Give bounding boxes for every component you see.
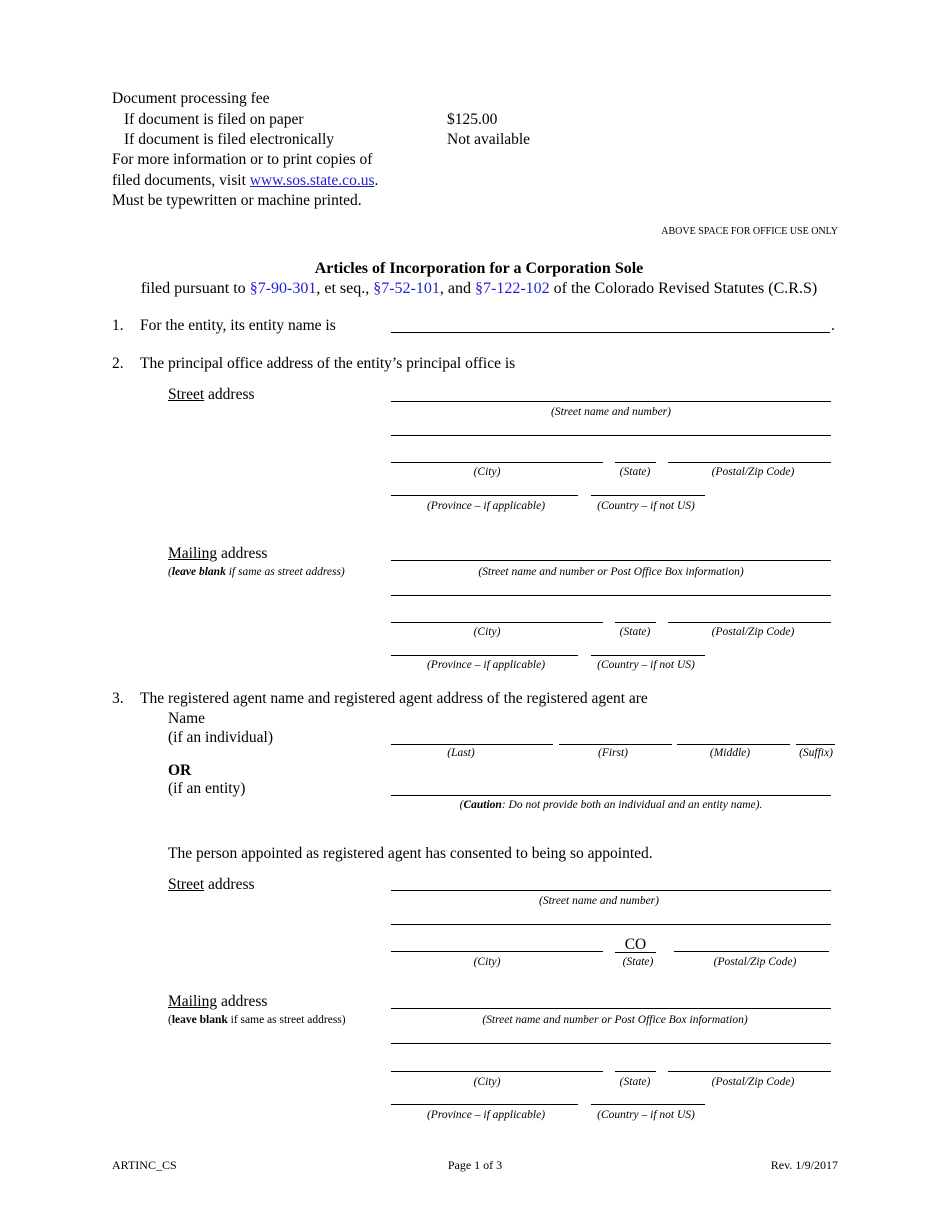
statute-link-7-122-102[interactable]: §7-122-102 (474, 280, 550, 297)
caption-zip: (Postal/Zip Code) (713, 956, 797, 968)
principal-street-label-underlined: Street (168, 386, 205, 403)
agent-name-label: Name (168, 710, 206, 727)
caption-state: (State) (619, 466, 651, 478)
caption-state: (State) (619, 626, 651, 638)
statute-link-7-52-101[interactable]: §7-52-101 (373, 280, 440, 297)
fee-paper-value: $125.00 (447, 111, 498, 128)
agent-city-input[interactable] (391, 935, 603, 952)
q1-label: For the entity, its entity name is (140, 317, 336, 334)
q1-period: . (831, 317, 835, 334)
caution-bold: Caution (463, 799, 502, 811)
info-line-2-prefix: filed documents, visit (112, 172, 250, 189)
agent-mailing-label-rest: address (217, 993, 268, 1010)
agent-mailing-province-input[interactable] (391, 1088, 578, 1105)
caption-last: (Last) (447, 747, 475, 759)
q3-label: The registered agent name and registered agent address of the registered agent are (140, 690, 648, 707)
agent-mailing-state-input[interactable] (615, 1055, 656, 1072)
page-number: Page 1 of 3 (447, 1158, 503, 1172)
principal-mailing-note-bold: leave blank (171, 566, 226, 578)
or-label: OR (168, 762, 192, 779)
caution-note (391, 798, 831, 812)
principal-mailing-label (168, 545, 267, 563)
fee-electronic-label: If document is filed electronically (124, 131, 335, 148)
agent-suffix-input[interactable] (796, 728, 835, 745)
caption-street-po: (Street name and number or Post Office Box information) (478, 566, 744, 578)
agent-mailing-label (168, 993, 267, 1011)
agent-street-line2-input[interactable] (391, 908, 831, 925)
agent-individual-label: (if an individual) (168, 729, 274, 746)
q1-number: 1. (112, 317, 124, 334)
q2-label: The principal office address of the entity’s principal office is (140, 355, 516, 372)
agent-entity-name-input[interactable] (391, 779, 831, 796)
agent-mailing-line2-input[interactable] (391, 1027, 831, 1044)
agent-street-input[interactable] (391, 874, 831, 891)
agent-mailing-zip-input[interactable] (668, 1055, 831, 1072)
agent-mailing-note-open: ( (168, 1014, 172, 1026)
info-line-2-suffix: . (374, 172, 379, 189)
caption-province: (Province – if applicable) (426, 659, 546, 671)
principal-street-label (168, 386, 255, 404)
caption-country: (Country – if not US) (597, 659, 695, 671)
agent-street-label-underlined: Street (168, 876, 205, 893)
sos-website-link[interactable]: www.sos.state.co.us (249, 172, 375, 189)
principal-province-input[interactable] (391, 479, 578, 496)
caution-rest: : Do not provide both an individual and an entity name). (501, 799, 763, 811)
entity-name-input[interactable] (391, 316, 830, 333)
caption-state: (State) (619, 1076, 651, 1088)
principal-mailing-line2-input[interactable] (391, 579, 831, 596)
caption-country: (Country – if not US) (597, 1109, 695, 1121)
principal-country-input[interactable] (591, 479, 705, 496)
caption-zip: (Postal/Zip Code) (711, 466, 795, 478)
principal-street-line2-input[interactable] (391, 419, 831, 436)
subtitle-mid-2: , and (439, 280, 475, 297)
q2-number: 2. (112, 355, 124, 372)
principal-zip-input[interactable] (668, 446, 831, 463)
caption-street: (Street name and number) (539, 895, 659, 907)
form-id: ARTINC_CS (112, 1158, 177, 1172)
fee-heading: Document processing fee (112, 90, 270, 107)
caption-province: (Province – if applicable) (426, 500, 546, 512)
principal-mailing-zip-input[interactable] (668, 606, 831, 623)
subtitle-prefix: filed pursuant to (140, 280, 250, 297)
fee-paper-label: If document is filed on paper (124, 111, 304, 128)
subtitle-mid-1: , et seq., (316, 280, 374, 297)
agent-street-label (168, 876, 255, 894)
subtitle-suffix: of the Colorado Revised Statutes (C.R.S) (549, 280, 818, 297)
consent-statement: The person appointed as registered agent has consented to being so appointed. (168, 845, 653, 862)
caution-open: ( (459, 799, 464, 811)
principal-street-input[interactable] (391, 385, 831, 402)
caption-city: (City) (473, 1076, 501, 1088)
revision-date: Rev. 1/9/2017 (770, 1158, 838, 1172)
caption-zip: (Postal/Zip Code) (711, 1076, 795, 1088)
caption-suffix: (Suffix) (799, 747, 833, 759)
caption-city: (City) (473, 956, 501, 968)
office-use-label: ABOVE SPACE FOR OFFICE USE ONLY (661, 226, 838, 237)
caption-country: (Country – if not US) (597, 500, 695, 512)
agent-mailing-city-input[interactable] (391, 1055, 603, 1072)
principal-mailing-label-underlined: Mailing (168, 545, 218, 562)
q3-number: 3. (112, 690, 124, 707)
principal-mailing-note-rest: if same as street address) (225, 566, 345, 578)
caption-street-po: (Street name and number or Post Office Box information) (482, 1014, 748, 1026)
agent-street-label-rest: address (204, 876, 255, 893)
principal-mailing-note-open: ( (168, 566, 172, 578)
caption-state: (State) (622, 956, 654, 968)
agent-mailing-note-rest: if same as street address) (227, 1014, 346, 1026)
caption-street: (Street name and number) (551, 406, 671, 418)
agent-zip-input[interactable] (674, 935, 829, 952)
caption-city: (City) (473, 626, 501, 638)
principal-mailing-province-input[interactable] (391, 639, 578, 656)
principal-mailing-label-rest: address (217, 545, 268, 562)
caption-city: (City) (473, 466, 501, 478)
agent-mailing-note-bold: leave blank (171, 1014, 228, 1026)
agent-first-name-input[interactable] (559, 728, 672, 745)
agent-entity-label: (if an entity) (168, 780, 246, 797)
agent-state-value[interactable]: CO (615, 937, 656, 953)
agent-middle-name-input[interactable] (677, 728, 790, 745)
agent-last-name-input[interactable] (391, 728, 553, 745)
statute-link-7-90-301[interactable]: §7-90-301 (249, 280, 317, 297)
principal-mailing-city-input[interactable] (391, 606, 603, 623)
fee-electronic-value: Not available (447, 131, 531, 148)
info-line-1: For more information or to print copies of (112, 151, 373, 168)
principal-mailing-note (168, 565, 345, 579)
caption-province: (Province – if applicable) (426, 1109, 546, 1121)
agent-mailing-country-input[interactable] (591, 1088, 705, 1105)
principal-street-label-rest: address (204, 386, 255, 403)
principal-city-input[interactable] (391, 446, 603, 463)
agent-mailing-street-input[interactable] (391, 992, 831, 1009)
page-title: Articles of Incorporation for a Corporation Sole (314, 260, 644, 277)
principal-mailing-street-input[interactable] (391, 544, 831, 561)
typewritten-note: Must be typewritten or machine printed. (112, 192, 362, 209)
agent-mailing-label-underlined: Mailing (168, 993, 218, 1010)
principal-mailing-country-input[interactable] (591, 639, 705, 656)
principal-mailing-state-input[interactable] (615, 606, 656, 623)
caption-middle: (Middle) (709, 747, 751, 759)
agent-mailing-note (168, 1013, 346, 1027)
page-subtitle (0, 280, 950, 298)
principal-state-input[interactable] (615, 446, 656, 463)
caption-zip: (Postal/Zip Code) (711, 626, 795, 638)
info-line-2 (112, 172, 378, 190)
caption-first: (First) (597, 747, 629, 759)
